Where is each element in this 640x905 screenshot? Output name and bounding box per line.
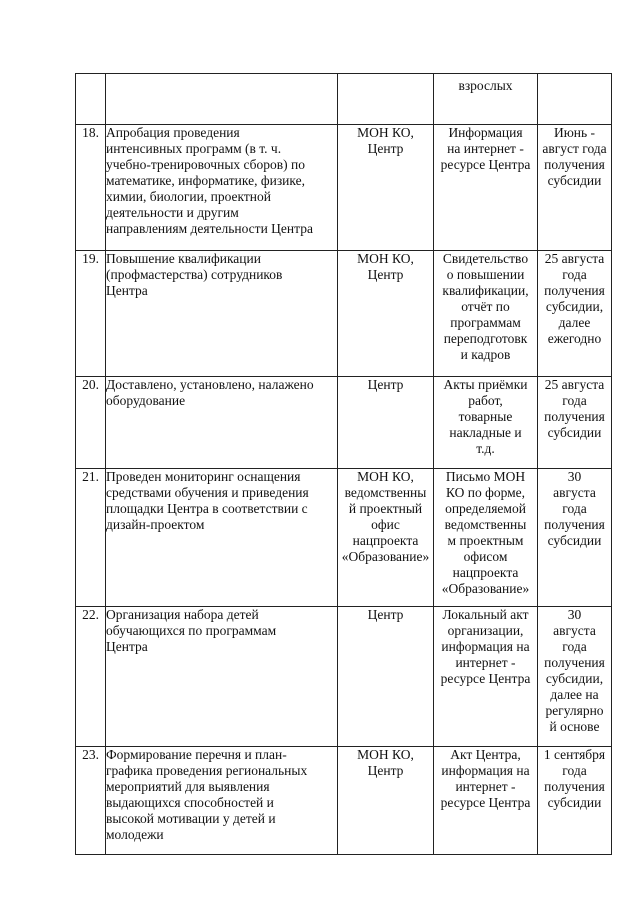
row-number-cell xyxy=(76,607,106,747)
row-number-cell xyxy=(76,747,106,855)
deadline-cell xyxy=(538,607,612,747)
responsible-text: Центр xyxy=(367,607,404,622)
deadline-text: 25 августа года получения субсидии xyxy=(544,377,605,440)
result-text: Акты приёмки работ, товарные накладные и т.д. xyxy=(443,377,528,456)
result-cell xyxy=(434,469,538,607)
table-row xyxy=(76,747,612,855)
description-text: Формирование перечня и план- графика проведения региональных мероприятий для выявления выдающихся способностей и высокой мотивации у детей и молодежи xyxy=(106,747,308,842)
table-row xyxy=(76,251,612,377)
deadline-text: Июнь - август года получения субсидии xyxy=(542,125,607,188)
row-number: 23. xyxy=(82,747,99,762)
description-text: Доставлено, установлено, налажено оборудование xyxy=(106,377,314,408)
description-text: Повышение квалификации (профмастерства) сотрудников Центра xyxy=(106,251,283,298)
deadline-cell xyxy=(538,251,612,377)
responsible-cell xyxy=(338,377,434,469)
row-number-cell xyxy=(76,251,106,377)
deadline-cell xyxy=(538,377,612,469)
deadline-text: 1 сентября года получения субсидии xyxy=(543,747,606,810)
result-cell xyxy=(434,607,538,747)
result-cell xyxy=(434,125,538,251)
description-cell xyxy=(106,377,338,469)
deadline-text: 30 августа года получения субсидии, далее на регулярно й основе xyxy=(544,607,605,734)
plan-table xyxy=(75,73,612,855)
row-number-cell xyxy=(76,469,106,607)
responsible-text: МОН КО, Центр xyxy=(357,125,414,156)
responsible-cell xyxy=(338,125,434,251)
deadline-text: 25 августа года получения субсидии, далее ежегодно xyxy=(544,251,605,346)
result-text: Письмо МОН КО по форме, определяемой ведомственны м проектным офисом нацпроекта «Образование» xyxy=(441,469,530,596)
responsible-cell xyxy=(338,74,434,125)
description-text: Организация набора детей обучающихся по программам Центра xyxy=(106,607,277,654)
deadline-text: 30 августа года получения субсидии xyxy=(544,469,605,548)
responsible-cell xyxy=(338,469,434,607)
responsible-cell xyxy=(338,251,434,377)
description-cell xyxy=(106,607,338,747)
result-text: Локальный акт организации, информация на интернет - ресурсе Центра xyxy=(440,607,531,686)
row-number-cell xyxy=(76,74,106,125)
row-number: 21. xyxy=(82,469,99,484)
responsible-cell xyxy=(338,607,434,747)
deadline-cell xyxy=(538,125,612,251)
table-row xyxy=(76,607,612,747)
responsible-text: МОН КО, Центр xyxy=(357,747,414,778)
responsible-text: МОН КО, ведомственны й проектный офис нацпроекта «Образование» xyxy=(341,469,430,564)
result-text: Свидетельство о повышении квалификации, отчёт по программам переподготовк и кадров xyxy=(442,251,529,362)
row-number-cell xyxy=(76,377,106,469)
description-cell xyxy=(106,251,338,377)
description-text: Апробация проведения интенсивных программ (в т. ч. учебно-тренировочных сборов) по математике, информатике, физике, химии, биологии, проектной деятельности и другим направлениям деятельности Центра xyxy=(106,125,313,236)
result-cell xyxy=(434,74,538,125)
description-cell xyxy=(106,74,338,125)
row-number-cell xyxy=(76,125,106,251)
row-number: 20. xyxy=(82,377,99,392)
table-row xyxy=(76,469,612,607)
row-number: 22. xyxy=(82,607,99,622)
responsible-text: Центр xyxy=(367,377,404,392)
description-cell xyxy=(106,125,338,251)
result-text: Акт Центра, информация на интернет - ресурсе Центра xyxy=(440,747,531,810)
result-text: взрослых xyxy=(458,78,513,93)
row-number: 18. xyxy=(82,125,99,140)
result-cell xyxy=(434,251,538,377)
description-cell xyxy=(106,469,338,607)
description-text: Проведен мониторинг оснащения средствами обучения и приведения площадки Центра в соответствии с дизайн-проектом xyxy=(106,469,309,532)
responsible-cell xyxy=(338,747,434,855)
deadline-cell xyxy=(538,747,612,855)
table-row xyxy=(76,125,612,251)
result-text: Информация на интернет - ресурсе Центра xyxy=(440,125,531,172)
deadline-cell xyxy=(538,469,612,607)
result-cell xyxy=(434,377,538,469)
row-number: 19. xyxy=(82,251,99,266)
responsible-text: МОН КО, Центр xyxy=(357,251,414,282)
table-row-continuation xyxy=(76,74,612,125)
deadline-cell xyxy=(538,74,612,125)
description-cell xyxy=(106,747,338,855)
result-cell xyxy=(434,747,538,855)
table-row xyxy=(76,377,612,469)
